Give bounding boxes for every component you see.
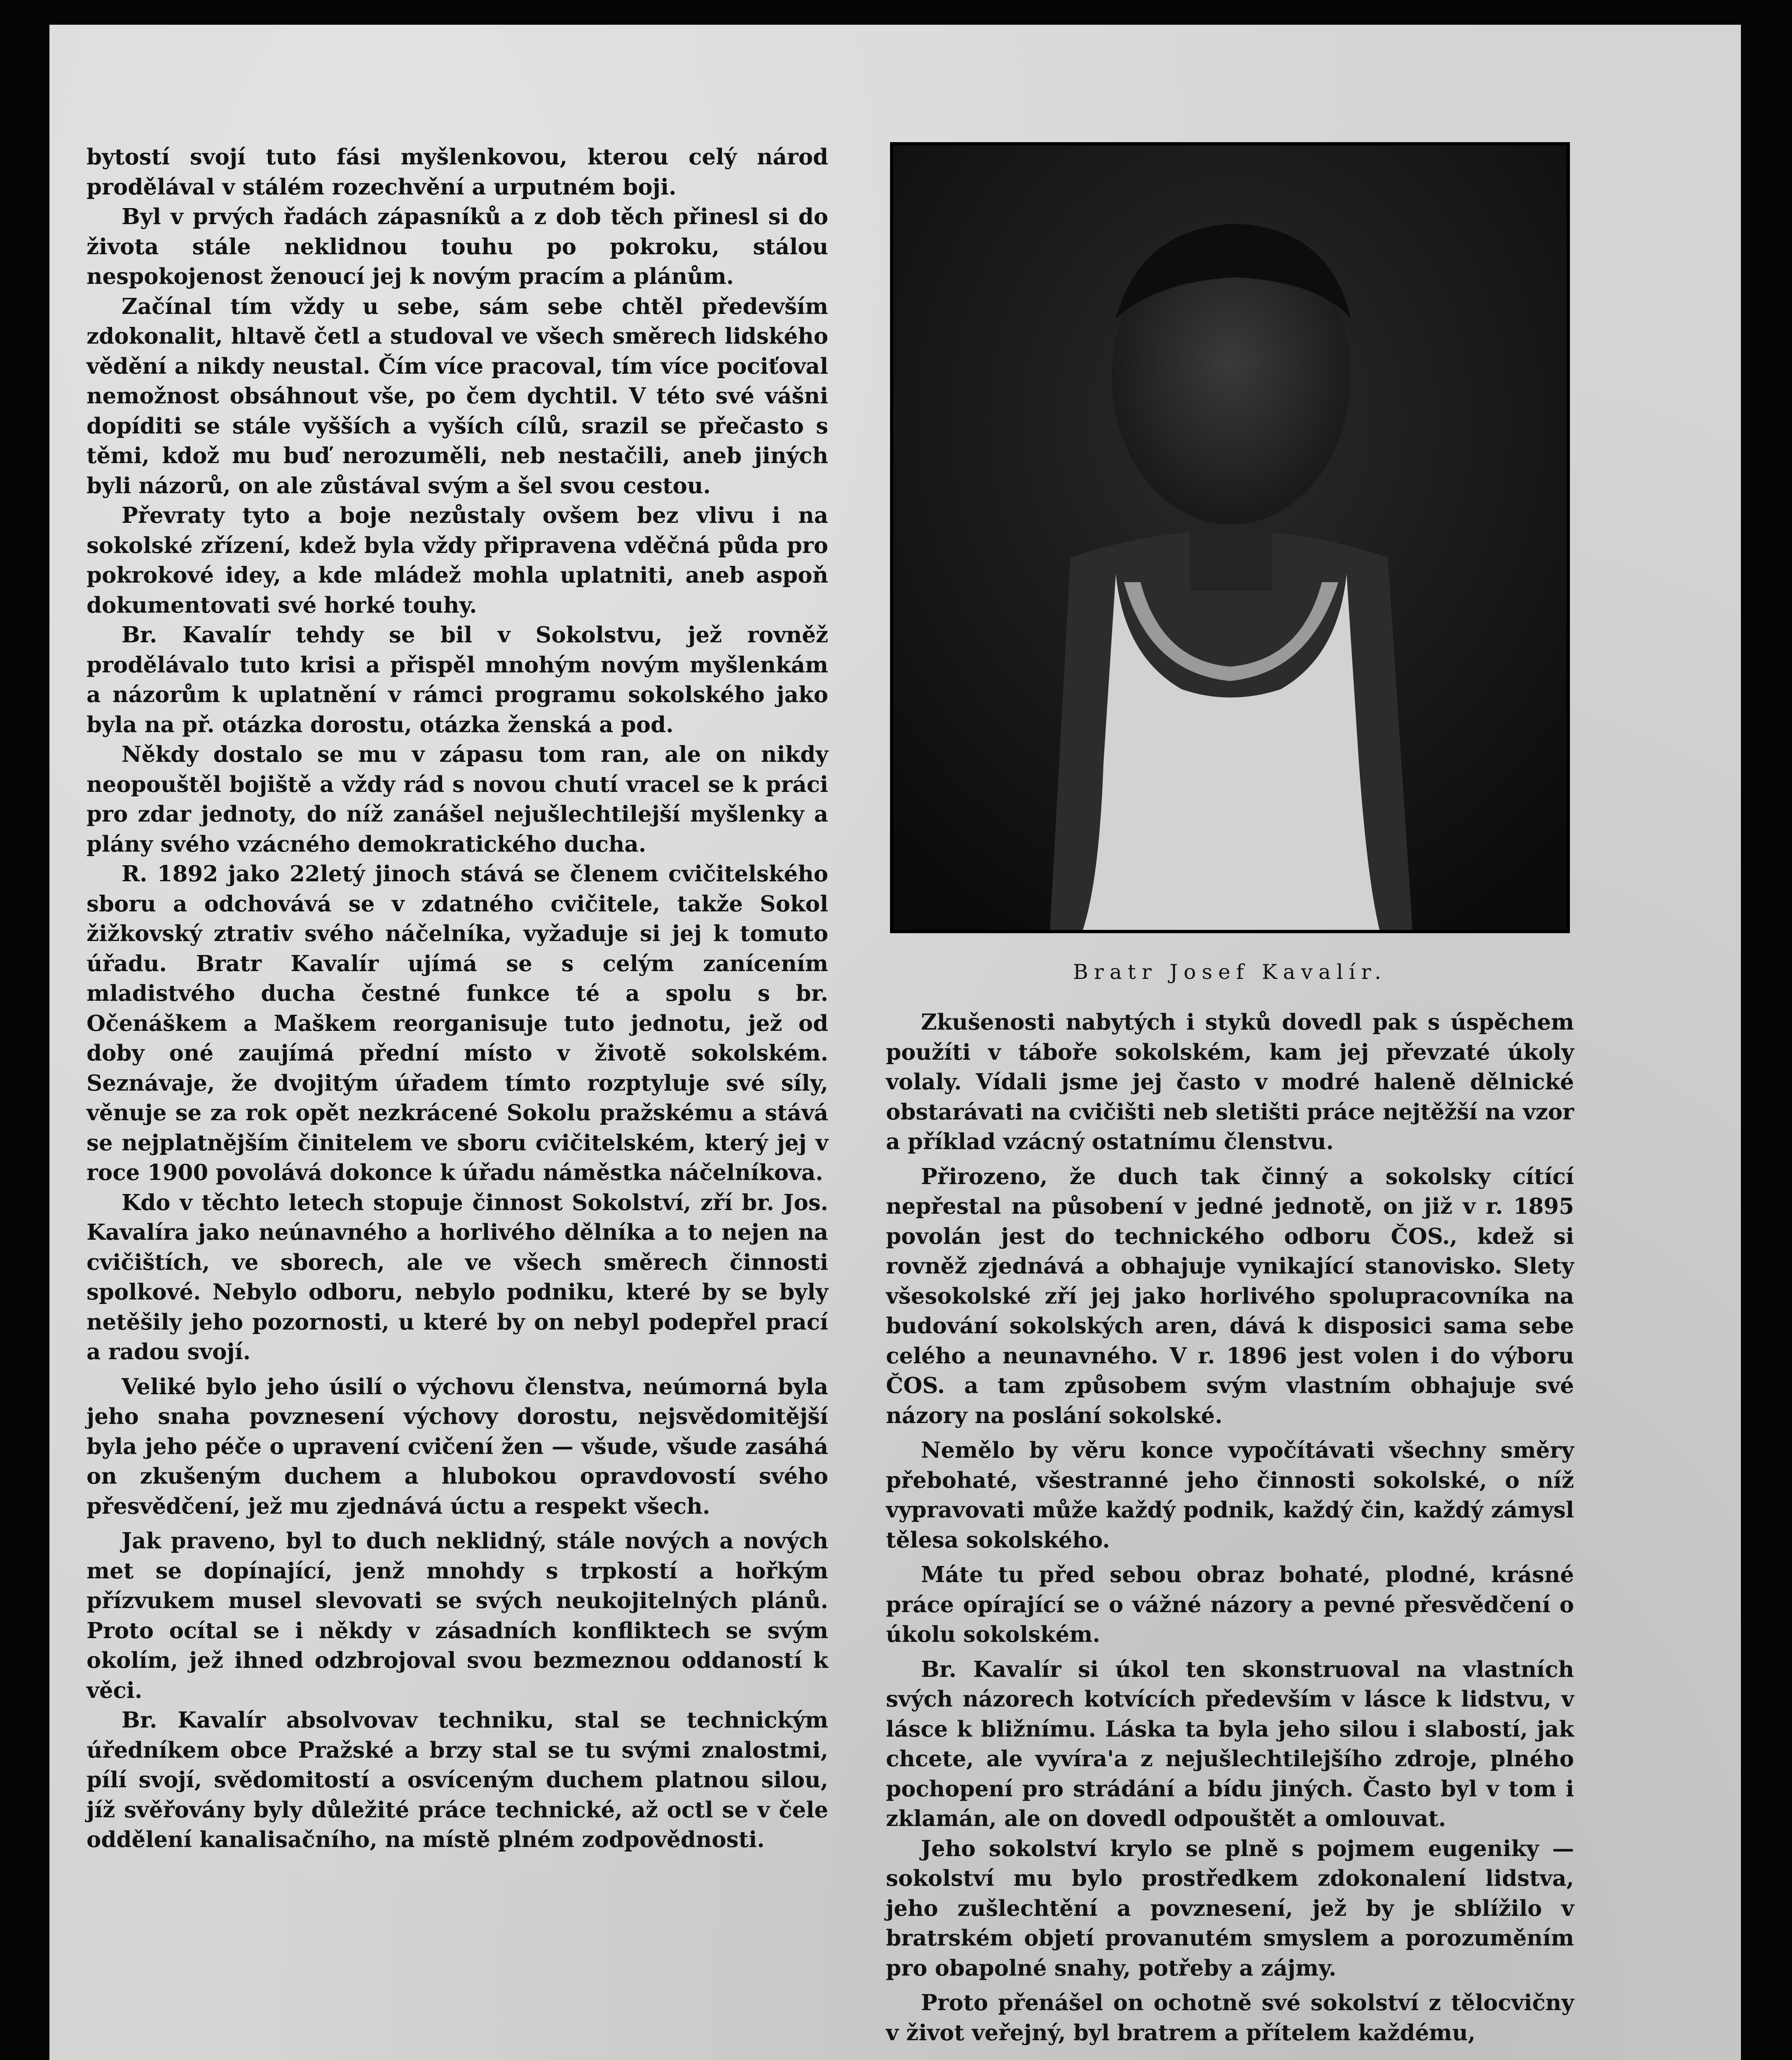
paragraph: Kdo v těchto letech stopuje činnost Sokolství, zří br. Jos. Kavalíra jako neúnavného a horlivého dělníka a to nejen na cvičištích, ve sborech, ale ve všech směrech činnosti spolkové. Nebylo odboru, nebylo podniku, které by se byly netěšily jeho pozornosti, u které by on nebyl podepřel prací a radou svojí. [87, 1189, 828, 1365]
paragraph: Br. Kavalír tehdy se bil v Sokolstvu, jež rovněž prodělávalo tuto krisi a přispěl mnohým novým myšlenkám a názorům k uplatnění v rámci programu sokolského jako byla na př. otázka dorostu, otázka ženská a pod. [87, 622, 828, 737]
paragraph: Někdy dostalo se mu v zápasu tom ran, ale on nikdy neopouštěl bojiště a vždy rád s novou chutí vracel se k práci pro zdar jednoty, do níž zanášel nejušlechtilejší myšlenky a plány svého vzácného demokratického ducha. [87, 742, 828, 857]
portrait-photo [890, 142, 1570, 933]
paragraph: Máte tu před sebou obraz bohaté, plodné, krásné práce opírající se o vážné názory a pevné přesvědčení o úkolu sokolském. [886, 1562, 1574, 1647]
portrait-image [893, 145, 1567, 930]
right-text-column [886, 1007, 1574, 2048]
photo-caption: Bratr Josef Kavalír. [1073, 960, 1387, 984]
paragraph: bytostí svojí tuto fási myšlenkovou, kterou celý národ prodělával v stálém rozechvění a urputném boji. [87, 144, 828, 200]
paragraph: Br. Kavalír si úkol ten skonstruoval na vlastních svých názorech kotvících především v lásce k lidstvu, v lásce k bližnímu. Láska ta byla jeho silou i slabostí, jak chcete, ale vyvíra'a z nejušlechtilejšího zdroje, plného pochopení pro strádání a bídu jiných. Často byl v tom i zklamán, ale on dovedl odpouštět a omlouvat. [886, 1656, 1574, 1831]
paragraph: Jak praveno, byl to duch neklidný, stále nových a nových met se dopínající, jenž mnohdy s trpkostí a hořkým přízvukem musel slevovati se svých neukojitelných plánů. Proto ocítal se i někdy v zásadních konfliktech se svým okolím, jež ihned odzbrojoval svou bezmeznou oddaností k věci. [87, 1528, 828, 1703]
paragraph: Jeho sokolství krylo se plně s pojmem eugeniky — sokolství mu bylo prostředkem zdokonalení lidstva, jeho zušlechtění a povznesení, jež by je sblížilo v bratrském objetí provanutém smyslem a porozuměním pro obapolné snahy, potřeby a zájmy. [886, 1835, 1574, 1981]
paragraph: Nemělo by věru konce vypočítávati všechny směry přebohaté, všestranné jeho činnosti sokolské, o níž vypravovati může každý podnik, každý čin, každý zámysl tělesa sokolského. [886, 1437, 1574, 1553]
paragraph: Začínal tím vždy u sebe, sám sebe chtěl především zdokonalit, hltavě četl a studoval ve všech směrech lidského vědění a nikdy neustal. Čím více pracoval, tím více pociťoval nemožnost obsáhnout vše, po čem dychtil. V této své vášni dopíditi se stále vyšších a vyších cílů, srazil se přečasto s těmi, kdož mu buď nerozuměli, neb nestačili, aneb jiných byli názorů, on ale zůstával svým a šel svou cestou. [87, 293, 828, 499]
paragraph: Veliké bylo jeho úsilí o výchovu členstva, neúmorná byla jeho snaha povznesení výchovy dorostu, nejsvědomitější byla jeho péče o upravení cvičení žen — všude, všude zasáhá on zkušeným duchem a hlubokou opravdovostí svého přesvědčení, jež mu zjednává úctu a respekt všech. [87, 1374, 828, 1519]
paragraph: R. 1892 jako 22letý jinoch stává se členem cvičitelského sboru a odchovává se v zdatného cvičitele, takže Sokol žižkovský ztrativ svého náčelníka, vyžaduje si jej k tomuto úřadu. Bratr Kavalír ujímá se s celým zanícením mladistvého ducha čestné funkce té a spolu s br. Očenáškem a Maškem reorganisuje tuto jednotu, jež od doby oné zaujímá přední místo v životě sokolském. Seznávaje, že dvojitým úřadem tímto rozptyluje své síly, věnuje se za rok opět nezkrácené Sokolu pražskému a stává se nejplatnějším činitelem ve sboru cvičitelském, který jej v roce 1900 povolává dokonce k úřadu náměstka náčelníkova. [87, 861, 828, 1185]
paragraph: Přirozeno, že duch tak činný a sokolsky cítící nepřestal na působení v jedné jednotě, on již v r. 1895 povolán jest do technického odboru ČOS., kdež si rovněž zjednává a obhajuje vynikající stanovisko. Slety všesokolské zří jej jako horlivého spolupracovníka na budování sokolských aren, dává k disposici sama sebe celého a neunavného. V r. 1896 jest volen i do výboru ČOS. a tam způsobem svým vlastním obhajuje své názory na poslání sokolské. [886, 1163, 1574, 1428]
paragraph: Převraty tyto a boje nezůstaly ovšem bez vlivu i na sokolské zřízení, kdež byla vždy připravena vděčná půda pro pokrokové idey, a kde mládež mohla uplatniti, aneb aspoň dokumentovati své horké touhy. [87, 503, 828, 618]
paragraph: Byl v prvých řadách zápasníků a z dob těch přinesl si do života stále neklidnou touhu po pokroku, stálou nespokojenost ženoucí jej k novým pracím a plánům. [87, 204, 828, 289]
paragraph: Br. Kavalír absolvovav techniku, stal se technickým úředníkem obce Pražské a brzy stal se tu svými znalostmi, pílí svojí, svědomitostí a osvíceným duchem platnou silou, jíž svěřovány byly důležité práce technické, až octl se v čele oddělení kanalisačního, na místě plném zodpovědnosti. [87, 1707, 828, 1852]
paragraph: Proto přenášel on ochotně své sokolství z tělocvičny v život veřejný, byl bratrem a přítelem každému, [886, 1990, 1574, 2046]
paragraph: Zkušenosti nabytých i styků dovedl pak s úspěchem použíti v táboře sokolském, kam jej převzaté úkoly volaly. Vídali jsme jej často v modré haleně dělnické obstarávati na cvičišti neb sletišti práce nejtěžší na vzor a příklad vzácný ostatnímu členstvu. [886, 1009, 1574, 1154]
left-text-column [87, 142, 828, 1855]
